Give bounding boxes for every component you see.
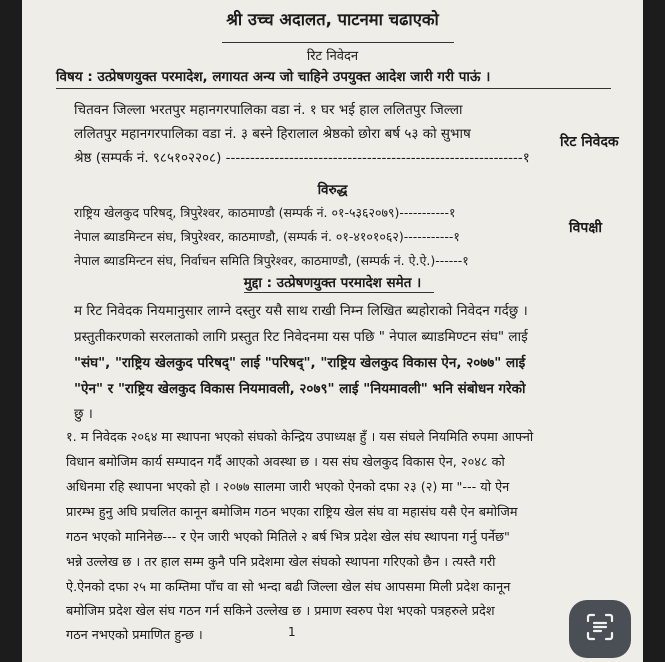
petitioner-line: श्रेष्ठ (सम्पर्क नं. ९८५१०२२०८) -------------------------------------------------------------१ — [74, 150, 530, 166]
point-line: गठन नभएको प्रमाणित हुन्छ । — [66, 628, 203, 643]
title-underline — [222, 42, 454, 43]
document-title: श्री उच्च अदालत, पाटनमा चढाएको — [226, 10, 439, 29]
right-background — [643, 0, 665, 662]
scan-text-button[interactable] — [569, 600, 631, 658]
subject-line: विषय : उत्प्रेषणयुक्त परमादेश, लगायत अन्य जो चाहिने उपयुक्त आदेश जारी गरी पाऊं । — [56, 69, 491, 85]
petitioner-line: ललितपुर महानगरपालिका वडा नं. ३ बस्ने हिरालाल श्रेष्ठको छोरा बर्ष ५३ को सुभाष — [74, 126, 471, 142]
point-line: गठन भएको मानिनेछ--- र ऐन जारी भएको मितिले २ बर्ष भित्र प्रदेश खेल संघ स्थापना गर्नु पर्नेछ" — [66, 530, 510, 545]
petitioner-label: रिट निवेदक — [560, 134, 619, 150]
point-line: बमोजिम प्रदेश खेल संघ गठन गर्न सकिने उल्लेख छ । प्रमाण स्वरुप पेश भएको पत्रहरुले प्रदेश — [66, 604, 495, 619]
respondent-line: राष्ट्रिय खेलकुद परिषद्, त्रिपुरेश्वर, काठमाण्डौ (सम्पर्क नं. ०१-५३६२०७९)-----------१ — [74, 205, 456, 220]
respondent-label: विपक्षी — [569, 220, 603, 236]
intro-line: "ऐन" र "राष्ट्रिय खेलकुद विकास नियमावली, २०७९" लाई "नियमावली" भनि संबोधन गरेको — [74, 381, 526, 397]
respondent-line: नेपाल ब्याडमिन्टन संघ, त्रिपुरेश्वर, काठमाण्डौ, (सम्पर्क नं. ०१-४१०१०६२)-----------१ — [74, 229, 460, 244]
versus-heading: विरुद्ध — [317, 182, 348, 198]
petitioner-line: चितवन जिल्ला भरतपुर महानगरपालिका वडा नं. १ घर भई हाल ललितपुर जिल्ला — [74, 102, 463, 118]
intro-line: "संघ", "राष्ट्रिय खेलकुद परिषद्" लाई "परिषद्", "राष्ट्रिय खेलकुद विकास ऐन, २०७७" लाई — [74, 355, 526, 371]
intro-line: छु । — [74, 406, 93, 422]
left-background — [0, 0, 22, 662]
case-subject: मुद्दा : उत्प्रेषणयुक्त परमादेश समेत । — [243, 275, 422, 291]
page-number: 1 — [288, 625, 296, 639]
point-line: भन्ने उल्लेख छ । तर हाल सम्म कुनै पनि प्रदेशमा खेल संघको स्थापना गरिएको छैन । त्यस्तै गरी — [66, 555, 496, 570]
intro-line: प्रस्तुतीकरणको सरलताको लागि प्रस्तुत रिट निवेदनमा यस पछि " नेपाल ब्याडमिण्टन संघ" लाई — [74, 329, 528, 345]
point-line: विधान बमोजिम कार्य सम्पादन गर्दै आएको अवस्था छ । यस संघ खेलकुद विकास ऐन, २०४८ को — [66, 455, 505, 470]
point-line: १. म निवेदक २०६४ मा स्थापना भएको संघको केन्द्रिय उपाध्यक्ष हुँ । यस संघले नियमिति रुपमा आफ्नो — [66, 430, 534, 445]
subject-underline — [56, 88, 611, 89]
respondent-line: नेपाल ब्याडमिन्टन संघ, निर्वाचन समिति त्रिपुरेश्वर, काठमाण्डौ, (सम्पर्क नं. ऐ.ऐ.)------१ — [74, 253, 469, 268]
point-line: ऐ.ऐनको दफा २५ मा कम्तिमा पाँच वा सो भन्दा बढी जिल्ला खेल संघ आपसमा मिली प्रदेश कानून — [66, 580, 511, 595]
case-subject-underline — [244, 292, 434, 293]
point-line: अधिनमा रहि स्थापना भएको हो । २०७७ सालमा जारी भएको ऐनको दफा २३ (२) मा "--- यो ऐन — [66, 480, 510, 495]
document-subtitle: रिट निवेदन — [306, 49, 359, 64]
point-line: प्रारम्भ हुनु अघि प्रचलित कानून बमोजिम गठन भएका राष्ट्रिय खेल संघ वा महासंघ यसै ऐन बमोजिम — [66, 505, 518, 520]
document-page — [22, 0, 643, 662]
scan-text-icon — [585, 612, 615, 646]
intro-line: म रिट निवेदक नियमानुसार लाग्ने दस्तुर यसै साथ राखी निम्न लिखित ब्यहोराको निवेदन गर्दछु । — [74, 303, 528, 319]
